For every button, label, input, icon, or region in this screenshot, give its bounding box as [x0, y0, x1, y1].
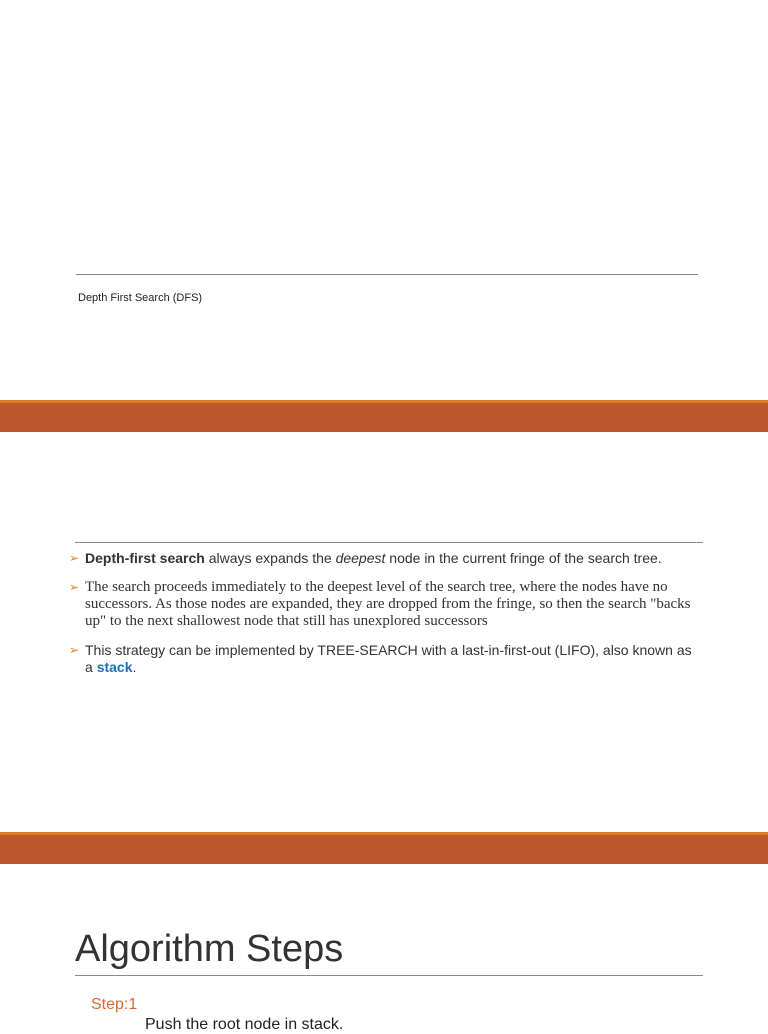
bullet-item [69, 550, 703, 567]
bullet-item [69, 642, 703, 676]
slide-1 [0, 0, 768, 400]
bullet-text: This strategy can be implemented by TREE-SEARCH with a last-in-first-out (LIFO), also known as a [85, 642, 692, 675]
term-italic: deepest [335, 550, 386, 566]
text-fragment: . [132, 659, 137, 675]
slide-2 [0, 432, 768, 832]
slide-title: Depth First Search (DFS) [78, 292, 203, 304]
step-text: Push the root node in stack. [145, 1016, 344, 1033]
slide-3 [0, 864, 768, 1033]
arrow-bullet-icon: ➢ [69, 643, 80, 657]
content-divider [75, 542, 703, 543]
stack-link[interactable]: stack [96, 659, 133, 675]
slide-heading: Algorithm Steps [75, 928, 344, 970]
text-fragment: always expands the [204, 550, 336, 566]
step-label: Step:1 [91, 996, 138, 1013]
term-bold: Depth-first search [85, 550, 205, 566]
heading-divider [75, 975, 703, 976]
bullet-text: The search proceeds immediately to the deepest level of the search tree, where the nodes have no successors. As those nodes are expanded, they are dropped from the fringe, so then the search "backs up" to the next shallowest node that still has unexplored successors [85, 579, 691, 629]
arrow-bullet-icon: ➢ [69, 551, 80, 565]
slide-separator [0, 400, 768, 432]
title-divider [76, 274, 698, 275]
text-fragment: node in the current fringe of the search tree. [385, 550, 662, 566]
bullet-list [69, 550, 703, 688]
slide-separator [0, 832, 768, 864]
arrow-bullet-icon: ➢ [69, 580, 80, 594]
bullet-item [69, 579, 703, 630]
